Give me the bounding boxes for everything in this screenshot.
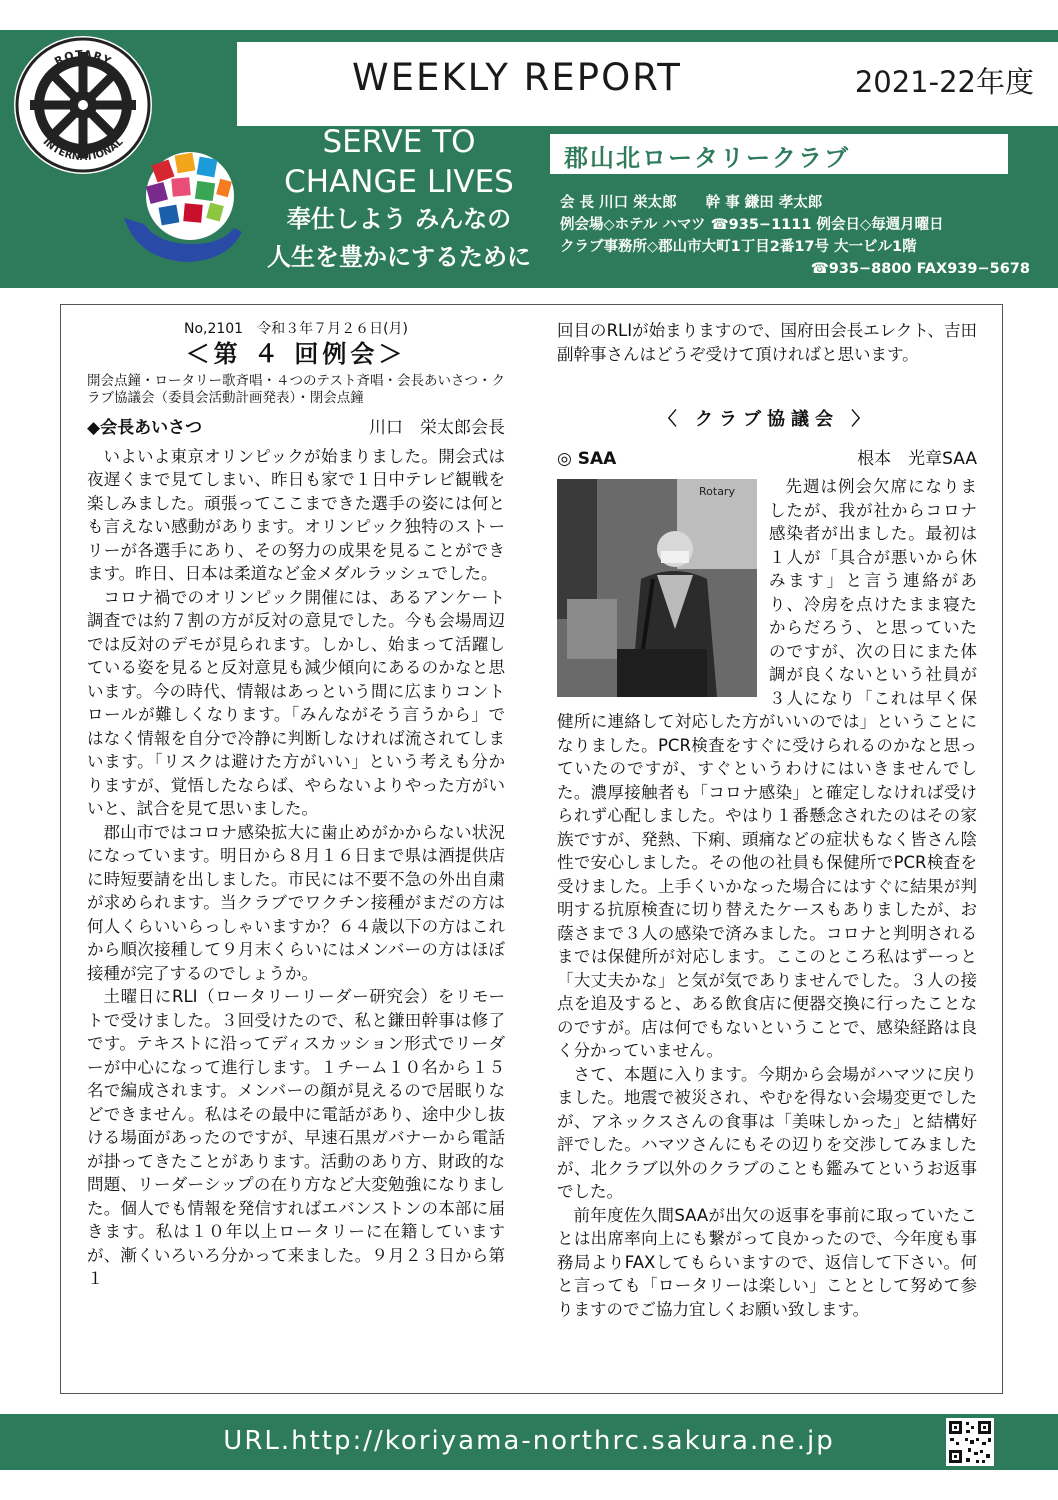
club-info — [560, 192, 1030, 280]
saa-paragraph: さて、本題に入ります。今期から会場がハマツに戻りました。地震で被災され、やむを得ない会場変更でしたが、アネックスさんの食事は「美味しかった」と結構好評でした。ハマツさんにもその辺りを交渉してみましたが、北クラブ以外のクラブのことも鑑みてというお返事でした。 — [557, 1064, 977, 1201]
speaker-photo — [557, 479, 757, 697]
president-speaker: 川口 栄太郎会長 — [369, 418, 505, 438]
right-column — [557, 319, 977, 1321]
president-paragraph: コロナ禍でのオリンピック開催には、あるアンケート調査では約７割の方が反対の意見でした。今も会場周辺では反対のデモが見られます。しかし、始まって活躍している姿を見ると反対意見も減少傾向にあるのかなと思います。今の時代、情報はあっという間に広まりコントロールが難しくなります。「みんながそう言うから」ではなく情報を自分で冷静に判断しなければ流されてしまいます。「リスクは避けた方がいい」という考えも分かりますが、覚悟したならば、やらないよりやった方がいいと、試合を見て思いました。 — [87, 587, 505, 818]
contact-line: ☎935−8800 FAX939−5678 — [810, 261, 1030, 277]
footer-band — [0, 1414, 1058, 1470]
saa-paragraph: 先週は例会欠席になりましたが、我が社からコロナ感染者が出ました。最初は１人が「具合が悪いから休みます」と言う連絡があり、冷房を点けたまま寝たからだろう、と思っていたのですが、次の日にまた体調が良くないという社員が３人になり「これは早く保健所に連絡して対応した方がいいのでは」ということになりました。PCR検査をすぐに受けられるのかなと思っていたのですが、すぐというわけにはいきませんでした。濃厚接触者も「コロナ感染」と確定しなければ受けられず心配しました。やはり１番懸念されたのはその家族ですが、発熱、下痢、頭痛などの症状もなく皆さん陰性で安心しました。その他の社員も保健所でPCR検査を受けました。上手くいかなった場合にはすぐに結果が判明する抗原検査に切り替えたケースもありましたが、お蔭さまで３人の感染で済みました。コロナと判明されるまでは保健所が対応します。ここのところ私はずーっと「大丈夫かな」と気が気でありませんでした。３人の接点を追及すると、ある飲食店に便器交換に行ったことなのですが。店は何でもないということで、感染経路は良く分かっていません。 — [557, 477, 977, 1060]
club-url[interactable]: URL.http://koriyama-northrc.sakura.ne.jp — [223, 1426, 835, 1456]
slogan-en-line2: CHANGE LIVES — [284, 164, 514, 200]
left-column — [87, 319, 505, 1291]
slogan-japanese — [254, 200, 544, 276]
slogan-jp-line1: 奉仕しよう みんなの — [286, 205, 512, 233]
logo-top-text: ROTARY — [52, 47, 114, 69]
council-heading: 〈 クラブ協議会 〉 — [658, 409, 876, 430]
president-heading-row — [87, 417, 505, 441]
club-name: 郡山北ロータリークラブ — [564, 144, 850, 172]
office-line: クラブ事務所◇郡山市大町1丁目2番17号 大一ビル1階 — [560, 239, 917, 255]
article-body — [60, 304, 1003, 1394]
officers-line: 会 長 川口 栄太郎 幹 事 鎌田 孝太郎 — [560, 195, 823, 211]
qr-code-icon — [946, 1418, 994, 1466]
logo-bottom-text: INTERNATIONAL — [40, 136, 126, 164]
president-heading: ◆会長あいさつ — [87, 418, 203, 438]
president-paragraph: 郡山市ではコロナ感染拡大に歯止めがかからない状況になっています。明日から８月１６日まで県は酒提供店に時短要請を出しました。市民には不要不急の外出自粛が求められます。当クラブでワクチン接種がまだの方は何人くらいいらっしゃいますか？６４歳以下の方はこれから順次接種して９月末くらいにはメンバーの方はほぼ接種が完了するのでしょうか。 — [87, 822, 505, 983]
slogan-en-line1: SERVE TO — [322, 124, 476, 160]
president-paragraph: 土曜日にRLI（ロータリーリーダー研究会）をリモートで受けました。３回受けたので、私と鎌田幹事は修了です。テキストに沿ってディスカッション形式でリーダーが中心になって進行します。１チーム１０名から１５名で編成されます。メンバーの顔が見えるので居眠りなどできません。私はその最中に電話があり、途中少し抜ける場面があったのですが、早速石黒ガバナーから電話が掛ってきたことがあります。活動のあり方、財政的な問題、リーダーシップの在り方など大変勉強になりました。個人でも情報を発信すればエバンストンの本部に届きます。私は１０年以上ロータリーに在籍していますが、漸くいろいろ分かって来ました。９月２３日から第１ — [87, 987, 505, 1288]
report-title: WEEKLY REPORT — [352, 56, 682, 99]
slogan-english — [264, 122, 534, 202]
saa-paragraph: 前年度佐久間SAAが出欠の返事を事前に取っていたことは出席率向上にも繋がって良かったので、今年度も事務局よりFAXしてもらいますので、返信して下さい。何と言っても「ロータリーは楽しい」こととして努めて参りますのでご協力宜しくお願い致します。 — [557, 1205, 977, 1319]
fiscal-year: 2021-22年度 — [854, 65, 1034, 99]
header-band — [0, 30, 1058, 288]
district-label: Rotary International District 2530 — [560, 110, 796, 126]
slogan-jp-line2: 人生を豊かにするために — [267, 243, 531, 271]
photo-caption: Rotary — [699, 485, 735, 498]
saa-heading: ◎ SAA — [557, 448, 617, 469]
venue-line: 例会場◇ホテル ハマツ ☎935−1111 例会日◇毎週月曜日 — [560, 217, 944, 233]
agenda: 開会点鐘・ロータリー歌斉唱・４つのテスト斉唱・会長あいさつ・クラブ協議会（委員会活動計画発表）・閉会点鐘 — [87, 373, 505, 406]
meeting-title: ＜第 ４ 回例会＞ — [185, 340, 407, 368]
issue-line: No,2101 令和３年７月２６日(月) — [183, 321, 409, 337]
president-paragraph: いよいよ東京オリンピックが始まりました。開会式は夜遅くまで見てしまい、昨日も家で１日中テレビ観戦を楽しみました。頑張ってここまできた選手の姿には何とも言えない感動があります。オリンピック独特のストーリーが各選手にあり、その努力の成果を見ることができます。昨日、日本は柔道など金メダルラッシュでした。 — [87, 446, 505, 583]
saa-speaker: 根本 光章SAA — [857, 448, 977, 469]
globe-hand-icon — [118, 140, 248, 270]
saa-heading-row — [557, 448, 977, 472]
continuation-text: 回目のRLIが始まりますので、国府田会長エレクト、吉田副幹事さんはどうぞ受けて頂ければと思います。 — [557, 321, 977, 364]
club-name-bar — [550, 134, 1008, 174]
